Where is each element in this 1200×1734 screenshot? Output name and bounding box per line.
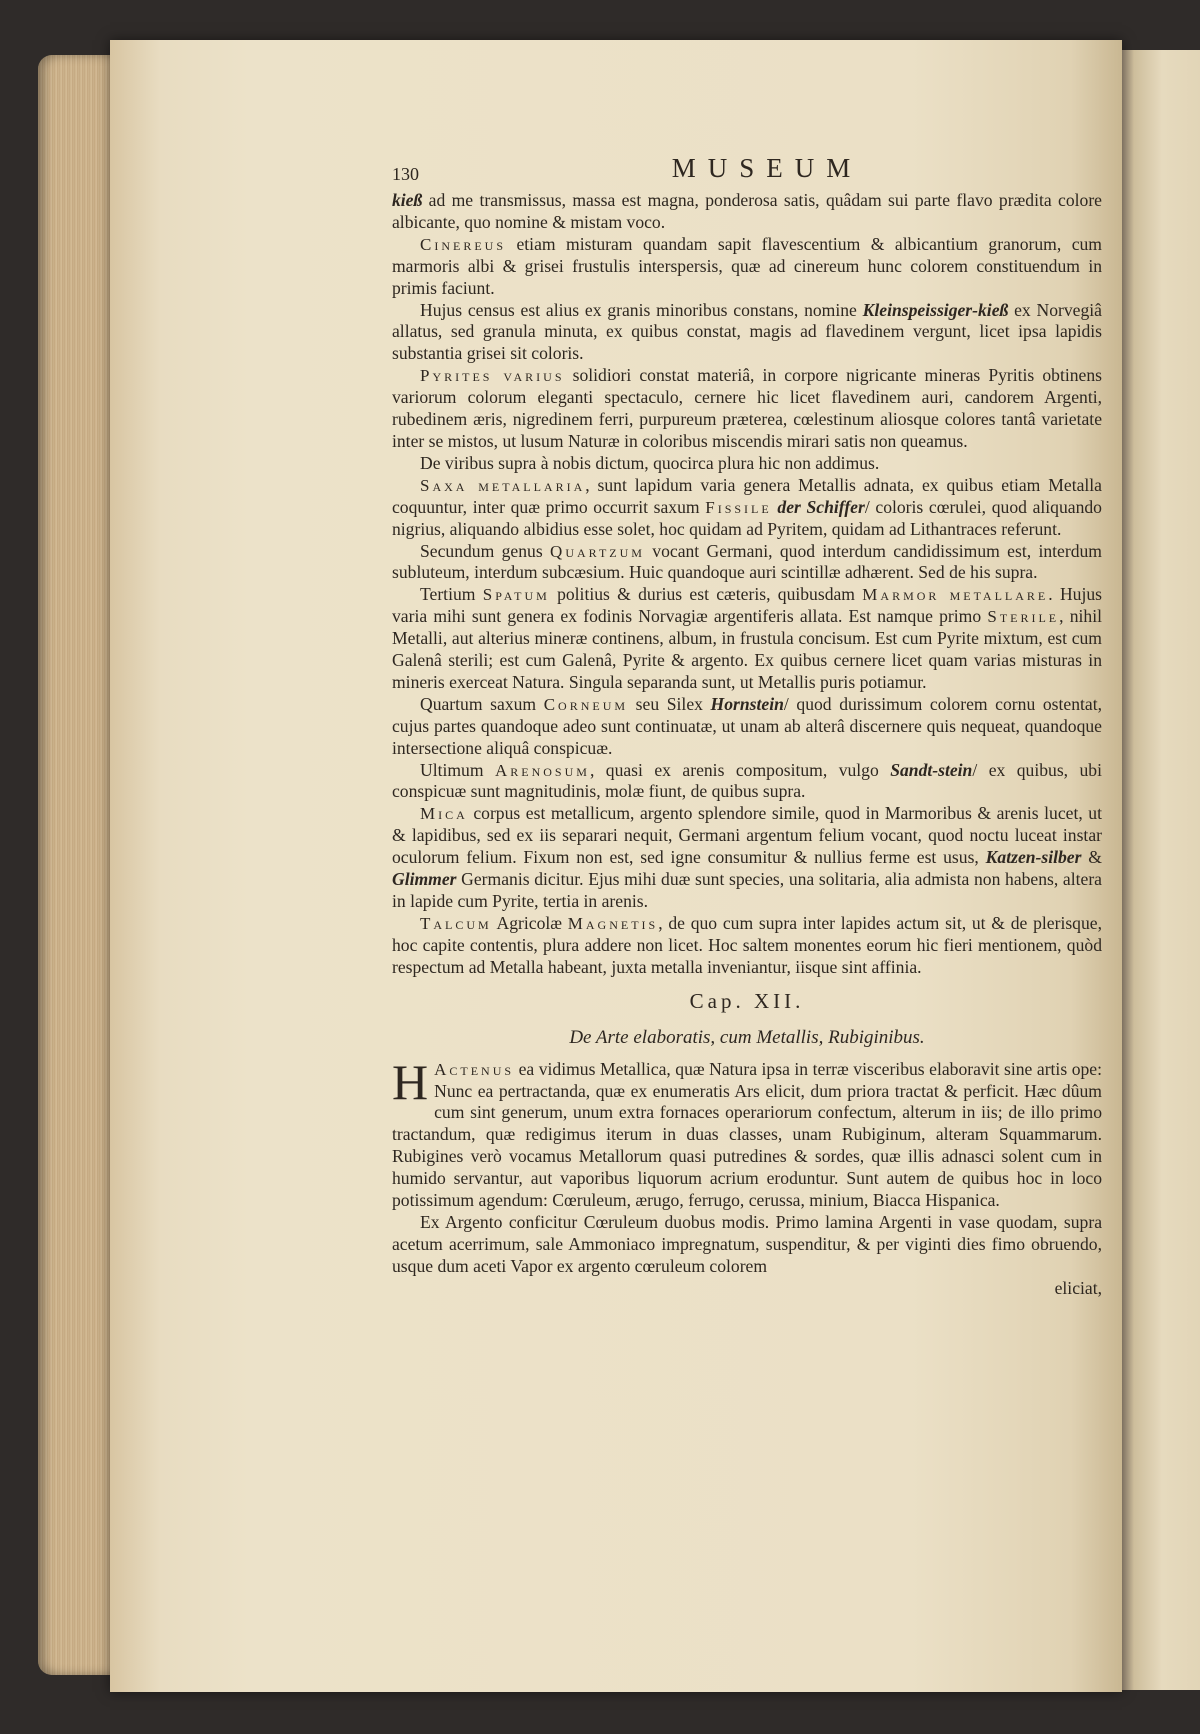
text-run: ad me transmissus, massa est magna, ponderosa satis, quâdam sui parte flavo prædita colore albicante, quo nomine & mistam voco. [392, 190, 1102, 232]
small-caps-term: Quartzum [550, 541, 645, 561]
small-caps-term: Saxa metallaria [420, 475, 586, 495]
text-run: , quasi ex arenis compositum, vulgo [589, 759, 891, 780]
german-term: Glimmer [392, 869, 457, 890]
small-caps-term: Pyrites varius [420, 366, 565, 386]
chapter-subtitle: De Arte elaboratis, cum Metallis, Rubiginibus. [569, 1026, 925, 1048]
small-caps-term: Sterile [987, 607, 1060, 627]
paragraph [392, 803, 1102, 913]
small-caps-term: Corneum [543, 694, 629, 714]
paragraph [392, 475, 1102, 541]
paragraph [392, 453, 1102, 475]
paragraph [392, 1053, 1102, 1212]
small-caps-term: Magnetis [567, 913, 659, 933]
small-caps-term: Talcum [420, 913, 492, 933]
drop-cap: H [392, 1053, 429, 1110]
running-head [392, 153, 1102, 190]
small-caps-term: Fissile [705, 497, 772, 517]
page-number: 130 [392, 164, 419, 184]
paragraph [392, 694, 1102, 760]
text-run: , de quo cum supra inter lapides actum sit, ut & de plerisque, hoc capite contentis, plura addere non licet. Hoc saltem monentes eorum hic fieri mentionem, quòd respectum ad Metalla habeant, juxta metalla inveniantur, iisque sint affinia. [392, 912, 1102, 977]
paragraph [392, 365, 1102, 453]
paragraph [392, 584, 1102, 694]
small-caps-term: Marmor metallare [862, 585, 1049, 605]
text-run: corpus est metallicum, argento splendore simile, quod in Marmoribus & arenis lucet, ut & lapidibus, sed ex iis separari nequit, Germani argentum felium vocant, quod noctu luceat instar oculorum felium. Fixum non est, sed igne consumitur & nullius ferme est usus, [392, 803, 1102, 868]
paragraph [392, 1212, 1102, 1278]
paragraph [392, 913, 1102, 979]
paragraph [392, 541, 1102, 585]
text-run: / coloris cœrulei, quod aliquando nigrius, aliquando albidius esse solet, hoc quidam ad Pyritem, quidam ad Lithantraces referunt. [392, 496, 1102, 539]
german-term: kieß [392, 190, 423, 210]
german-term: Sandt-stein [890, 759, 973, 780]
text-run: Hujus census est alius ex granis minoribus constans, nomine [420, 299, 863, 320]
text-run: Quartum saxum [420, 693, 544, 714]
text-run: Tertium [420, 584, 483, 605]
chapter-paragraphs [392, 1053, 1102, 1278]
german-term: Kleinspeissiger-kieß [862, 299, 1009, 320]
chapter-heading: Cap. XII. [689, 988, 805, 1013]
text-run: / quod durissimum colorem cornu ostentat, cujus partes quandoque adeo sunt continuatæ, ut unam ab alterâ discernere quis nequeat, quandoque intersectione aliquâ conspicuæ. [392, 693, 1102, 758]
paragraph [392, 300, 1102, 366]
text-run: Agricolæ [491, 912, 568, 933]
small-caps-term: Arenosum [494, 760, 590, 780]
small-caps-term: Cinereus [420, 234, 507, 254]
small-caps-term: Mica [420, 804, 468, 824]
text-run: , sunt lapidum varia genera Metallis adnata, ex quibus etiam Metalla coquuntur, inter quæ primo occurrit saxum [392, 474, 1102, 517]
text-run: Germanis dicitur. Ejus mihi duæ sunt species, una solitaria, alia admista non habens, altera in lapide cum Pyrite, tertia in arenis. [392, 869, 1102, 911]
text-run: , nihil Metalli, aut alterius mineræ continens, album, in frustula concisum. Est cum Pyrite mixtum, est cum Galenâ sterili; est cum Galenâ, Pyrite & argento. Ex quibus cernere licet quam varias misturas in mineris exerceat Natura. Singula separanda sunt, ut Metallis puris potiamur. [392, 606, 1102, 692]
german-term: der Schiffer [777, 496, 865, 517]
text-run: solidiori constat materiâ, in corpore nigricante mineras Pyritis obtinens variorum colorum eleganti spectaculo, cernere hic licet flavedinem auri, candorem Argenti, rubedinem æris, nigredinem ferri, purpureum præterea, cœlestinum aliosque colores tantâ varietate inter se mistos, ut lusum Naturæ in coloribus miscendis mirari satis non queamus. [392, 365, 1102, 451]
small-caps-term: Spatum [482, 585, 550, 605]
text-run: ex Norvegiâ allatus, sed granula minuta, ex quibus constat, magis ad flavedinem vergunt, licet ipsa lapidis substantia grisei sit coloris. [392, 299, 1102, 364]
running-title: MUSEUM [671, 153, 863, 183]
text-run: / ex quibus, ubi conspicuæ sunt magnitudinis, molæ fiunt, de quibus supra. [392, 759, 1102, 802]
text-run: etiam misturam quandam sapit flavescentium & albicantium granorum, cum marmoris albi & grisei frustulis interspersis, quæ ad cinereum hunc colorem constituendum in primis faciunt. [392, 233, 1102, 298]
body-paragraphs [392, 190, 1102, 979]
german-term: Hornstein [710, 693, 784, 714]
paragraph [392, 760, 1102, 804]
text-run: ea vidimus Metallica, quæ Natura ipsa in terræ visceribus elaboravit sine artis ope: Nunc ea pertractanda, quæ ex enumeratis Ars elicit, dum priora tractat & perficit. Hæc dûum cum sint generum, unum extra fornaces operariorum confectum, alterum in iis; de illo primo tractandum, quæ redigimus iterum in duas classes, unam Rubiginum, alteram Squammarum. Rubigines verò vocamus Metallorum quasi putredines & sordes, quæ illis adnasci solent cum in humido servantur, aut vaporibus liquorum acrium eroduntur. Sunt autem de quibus hoc in loco potissimum agendum: Cœruleum, ærugo, ferrugo, cerussa, minium, Biacca Hispanica. [392, 1058, 1102, 1211]
german-term: Katzen-silber [985, 847, 1082, 868]
text-run: Ultimum [420, 759, 495, 780]
catchword: eliciat, [1054, 1277, 1102, 1298]
page-text-block [392, 153, 1102, 1300]
small-caps-term: Actenus [434, 1059, 515, 1079]
text-run: vocant Germani, quod interdum candidissimum est, interdum subluteum, interdum subcæsium. Huic quandoque auri scintillæ adhærent. Sed de his supra. [392, 540, 1102, 583]
book-page-edges [38, 55, 118, 1675]
text-run: politius & durius est cæteris, quibusdam [549, 584, 863, 605]
facing-page-edge [1122, 50, 1200, 1690]
text-run: . Hujus varia mihi sunt genera ex fodinis Norvagiæ argentiferis allata. Est namque primo [392, 584, 1102, 627]
paragraph [392, 234, 1102, 300]
text-run: seu Silex [628, 693, 711, 714]
paragraph [392, 190, 1102, 234]
text-run: Ex Argento conficitur Cœruleum duobus modis. Primo lamina Argenti in vase quodam, supra acetum acerrimum, sale Ammoniaco impregnatum, suspenditur, & per viginti dies fimo obruendo, usque dum aceti Vapor ex argento cœruleum colorem [392, 1211, 1102, 1276]
text-run: De viribus supra à nobis dictum, quocirca plura hic non addimus. [420, 452, 880, 473]
text-run: & [1081, 847, 1102, 868]
text-run: Secundum genus [420, 540, 551, 561]
